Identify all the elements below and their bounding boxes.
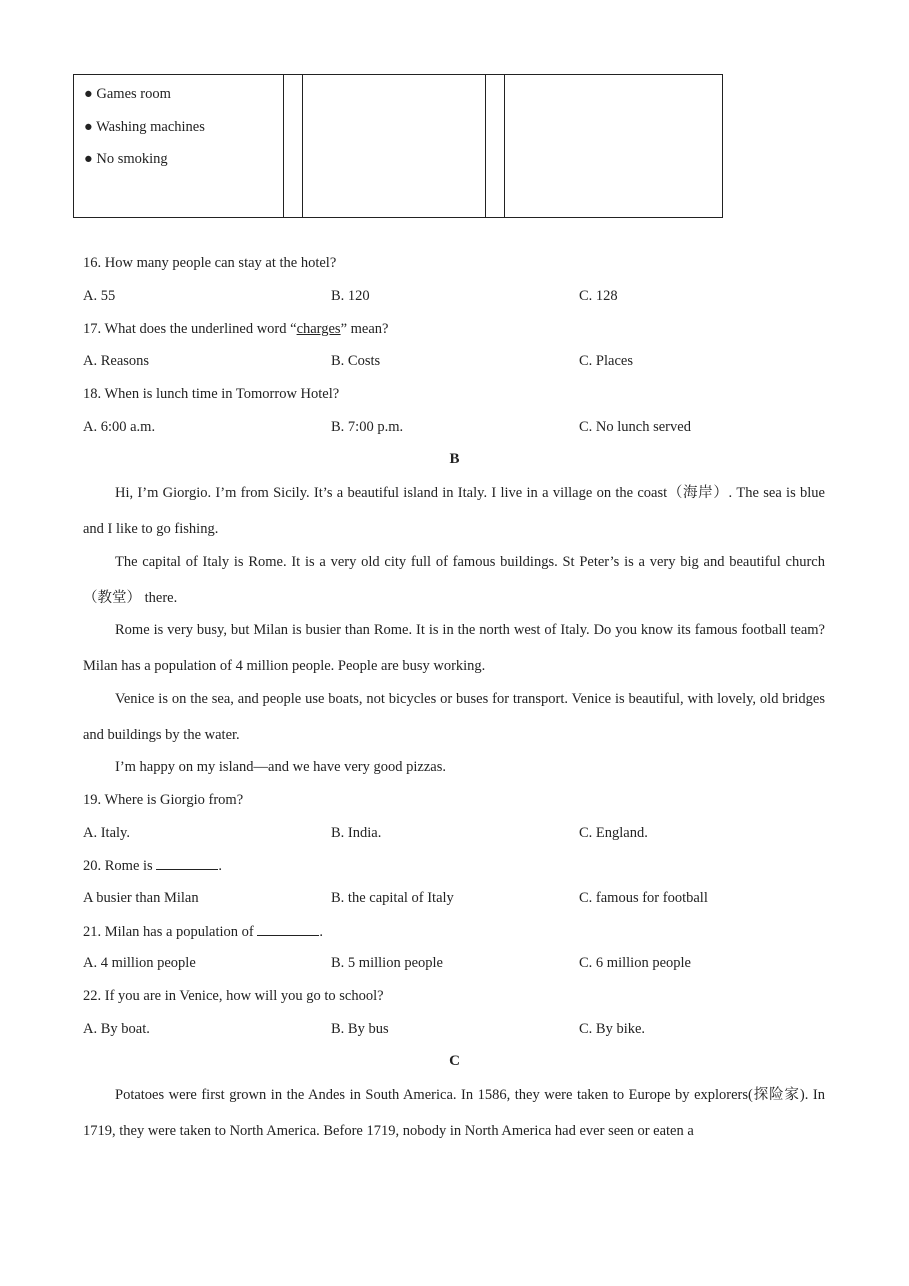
question-text: 17. What does the underlined word “	[83, 321, 297, 337]
answer-blank	[156, 857, 218, 870]
table-cell	[486, 75, 505, 218]
passage-paragraph: Venice is on the sea, and people use boats, not bicycles or buses for transport. Venice is beautiful, with lovely, old bridges and buildings by the water.	[83, 691, 825, 743]
passage-paragraph: The capital of Italy is Rome. It is a very old city full of famous buildings. St Peter’s is a very big and beautiful church（教堂） there.	[83, 554, 825, 606]
passage-paragraph: Hi, I’m Giorgio. I’m from Sicily. It’s a beautiful island in Italy. I live in a village on the coast（海岸）. The sea is blue and I like to go fishing.	[83, 485, 825, 537]
option-c: C. No lunch served	[579, 419, 691, 435]
question-text: ” mean?	[340, 321, 389, 337]
option-a: A. 6:00 a.m.	[83, 419, 156, 435]
passage-paragraph: I’m happy on my island—and we have very good pizzas.	[115, 759, 446, 775]
option-c: C. 6 million people	[579, 955, 691, 971]
section-heading-b: B	[449, 451, 460, 467]
facility-item: ● Washing machines	[84, 118, 205, 135]
option-c: C. Places	[579, 353, 633, 369]
option-a: A. By boat.	[83, 1021, 150, 1037]
option-b: B. India.	[331, 825, 382, 841]
option-a: A. Reasons	[83, 353, 150, 369]
question-16: 16. How many people can stay at the hotel?	[83, 255, 337, 271]
section-heading-c: C	[449, 1053, 460, 1069]
option-a: A. 55	[83, 288, 116, 304]
option-b: B. By bus	[331, 1021, 389, 1037]
facility-item: ● No smoking	[84, 151, 168, 167]
question-17	[83, 321, 389, 338]
facility-item: ● Games room	[84, 86, 171, 102]
option-c: C. By bike.	[579, 1021, 646, 1037]
question-text: 20. Rome is	[83, 858, 153, 874]
facilities-cell	[74, 75, 284, 218]
facilities-table	[73, 74, 723, 218]
question-21	[83, 923, 323, 941]
option-b: B. 120	[331, 288, 370, 304]
option-c: C. 128	[579, 288, 618, 304]
option-b: B. 5 million people	[331, 955, 443, 971]
question-text: .	[218, 858, 222, 874]
question-text: .	[319, 924, 324, 940]
option-c: C. famous for football	[579, 890, 708, 906]
passage-paragraph: Rome is very busy, but Milan is busier than Rome. It is in the north west of Italy. Do you know its famous football team? Milan has a population of 4 million people. People are busy working.	[83, 622, 825, 674]
question-19: 19. Where is Giorgio from?	[83, 792, 244, 808]
option-a: A. Italy.	[83, 825, 130, 841]
question-text: 21. Milan has a population of	[83, 924, 254, 940]
table-cell	[303, 75, 486, 218]
underlined-word: charges	[296, 321, 341, 337]
table-cell	[284, 75, 303, 218]
question-20	[83, 857, 222, 875]
option-a: A. 4 million people	[83, 955, 196, 971]
option-b: B. Costs	[331, 353, 381, 369]
question-18: 18. When is lunch time in Tomorrow Hotel?	[83, 386, 340, 402]
question-22: 22. If you are in Venice, how will you go to school?	[83, 988, 384, 1004]
option-c: C. England.	[579, 825, 648, 841]
answer-blank	[257, 923, 319, 936]
option-b: B. 7:00 p.m.	[331, 419, 404, 435]
option-b: B. the capital of Italy	[331, 890, 454, 906]
passage-paragraph: Potatoes were first grown in the Andes in South America. In 1586, they were taken to Europe by explorers(探险家). In 1719, they were taken to North America. Before 1719, nobody in North America had ever seen or eaten a	[83, 1087, 825, 1139]
table-cell	[505, 75, 723, 218]
option-a: A busier than Milan	[83, 890, 199, 906]
